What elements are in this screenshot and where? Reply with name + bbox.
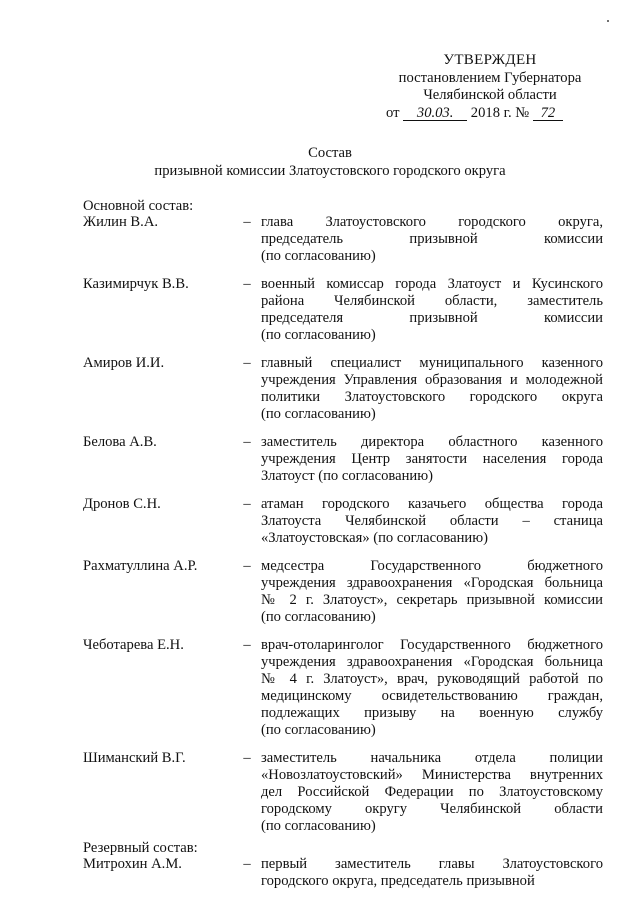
member-position (261, 214, 603, 265)
member-dash: – (243, 434, 251, 450)
scan-dot (607, 20, 609, 22)
position-line: военный комиссар города Златоуст и Кусинского (261, 276, 603, 292)
member-dash: – (243, 637, 251, 653)
reserve-members (83, 856, 603, 890)
position-line: (по согласованию) (261, 818, 376, 834)
position-line: заместитель начальника отдела полиции (261, 750, 603, 766)
date-year: 2018 г. № (470, 104, 530, 121)
member-name: Белова А.В. (83, 434, 157, 450)
position-line: учреждения здравоохранения «Городская больница (261, 654, 603, 670)
approval-line-1: постановлением Губернатора (398, 69, 582, 86)
member-position (261, 750, 603, 835)
main-members (83, 214, 603, 835)
document-title (60, 144, 600, 180)
position-line: учреждения Управления образования и молодежной (261, 372, 603, 388)
position-line: заместитель директора областного казенного (261, 434, 603, 450)
date-prefix: от (386, 104, 400, 121)
position-line: учреждения здравоохранения «Городская больница (261, 575, 603, 591)
member-row (83, 750, 603, 835)
member-position (261, 856, 603, 890)
member-name: Митрохин А.М. (83, 856, 182, 872)
position-line: № 2 г. Златоуст», секретарь призывной комиссии (261, 592, 603, 608)
position-line: подлежащих призыву на военную службу (261, 705, 603, 721)
member-position (261, 637, 603, 739)
member-dash: – (243, 355, 251, 371)
approval-date-line (380, 105, 600, 123)
member-dash: – (243, 276, 251, 292)
member-name: Жилин В.А. (83, 214, 159, 230)
position-line: первый заместитель главы Златоустовского (261, 856, 603, 872)
commission-list (83, 198, 603, 901)
main-section-heading: Основной состав: (83, 198, 194, 214)
date-day: 30.03. (403, 106, 467, 121)
member-dash: – (243, 856, 251, 872)
member-name: Амиров И.И. (83, 355, 165, 371)
position-line: медицинскому освидетельствованию граждан, (261, 688, 603, 704)
position-line: главный специалист муниципального казенного (261, 355, 603, 371)
position-line: городскому округу Челябинской области (261, 801, 603, 817)
member-row (83, 637, 603, 739)
position-line: политики Златоустовского городского округа (261, 389, 603, 405)
member-dash: – (243, 496, 251, 512)
position-line: дел Российской Федерации по Златоустовскому (261, 784, 603, 800)
document-title-line-1: Состав (308, 145, 352, 161)
position-line: (по согласованию) (261, 327, 376, 343)
member-row (83, 355, 603, 423)
member-name: Дронов С.Н. (83, 496, 161, 512)
member-position (261, 276, 603, 344)
position-line: «Новозлатоустовский» Министерства внутренних (261, 767, 603, 783)
position-line: врач-отоларинголог Государственного бюджетного (261, 637, 603, 653)
position-line: атаман городского казачьего общества города (261, 496, 603, 512)
position-line: (по согласованию) (261, 722, 376, 738)
position-line: № 4 г. Златоуст», врач, руководящий работой по (261, 671, 603, 687)
member-name: Шиманский В.Г. (83, 750, 186, 766)
position-line: учреждения Центр занятости населения города (261, 451, 603, 467)
position-line: председателя призывной комиссии (261, 310, 603, 326)
member-row (83, 558, 603, 626)
approval-line-2: Челябинской области (423, 87, 557, 103)
member-row (83, 496, 603, 547)
position-line: Златоуст (по согласованию) (261, 468, 433, 484)
reserve-section-heading: Резервный состав: (83, 840, 198, 856)
member-dash: – (243, 214, 251, 230)
member-position (261, 496, 603, 547)
position-line: района Челябинской области, заместитель (261, 293, 603, 309)
member-position (261, 434, 603, 485)
member-name: Казимирчук В.В. (83, 276, 189, 292)
approval-stamp (380, 52, 600, 122)
position-line: (по согласованию) (261, 609, 376, 625)
position-line: глава Златоустовского городского округа, (261, 214, 603, 230)
document-number: 72 (533, 106, 563, 121)
position-line: медсестра Государственного бюджетного (261, 558, 603, 574)
approval-title: УТВЕРЖДЕН (443, 52, 537, 68)
member-position (261, 558, 603, 626)
position-line: Златоуста Челябинской области – станица (261, 513, 603, 529)
position-line: «Златоустовская» (по согласованию) (261, 530, 488, 546)
position-line: (по согласованию) (261, 248, 376, 264)
member-row (83, 214, 603, 265)
member-dash: – (243, 750, 251, 766)
position-line: городского округа, председатель призывной (261, 873, 535, 889)
member-row (83, 434, 603, 485)
member-row (83, 276, 603, 344)
position-line: председатель призывной комиссии (261, 231, 603, 247)
document-title-line-2: призывной комиссии Златоустовского городского округа (154, 163, 506, 179)
member-name: Рахматуллина А.Р. (83, 558, 198, 574)
member-dash: – (243, 558, 251, 574)
member-position (261, 355, 603, 423)
position-line: (по согласованию) (261, 406, 376, 422)
member-name: Чеботарева Е.Н. (83, 637, 184, 653)
member-row (83, 856, 603, 890)
